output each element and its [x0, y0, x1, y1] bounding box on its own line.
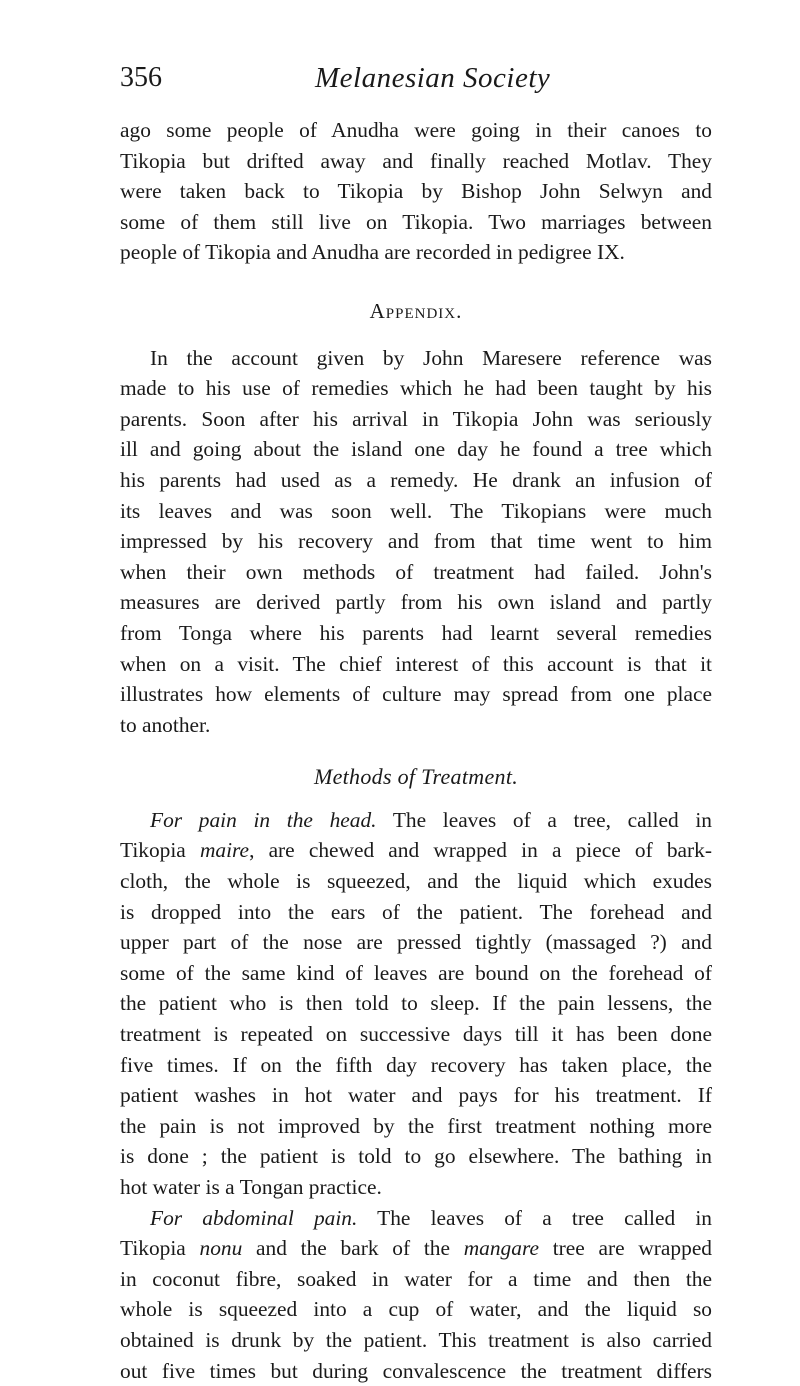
text-line: upper part of the nose are pressed tightly (massaged ?) and — [120, 930, 712, 955]
text-line: to another. — [120, 712, 211, 737]
text-line: Tikopia but drifted away and finally reached Motlav. They — [120, 148, 712, 173]
running-title: Melanesian Society — [315, 62, 551, 94]
text-line: some of the same kind of leaves are bound on the forehead of — [120, 960, 712, 985]
text-line: in coconut fibre, soaked in water for a time and then the — [120, 1266, 712, 1291]
text-span: tree are wrapped — [538, 1236, 713, 1261]
text-line: In the account given by John Maresere reference was — [150, 345, 712, 370]
text-line: when on a visit. The chief interest of this account is that it — [120, 651, 712, 676]
text-line: is dropped into the ears of the patient. The forehead and — [120, 899, 712, 924]
text-line: the pain is not improved by the first treatment nothing more — [120, 1113, 712, 1138]
text-line: is done ; the patient is told to go elsewhere. The bathing in — [120, 1144, 712, 1169]
native-term: mangare — [463, 1236, 539, 1261]
text-line: impressed by his recovery and from that time went to him — [120, 529, 712, 554]
page-number: 356 — [120, 62, 162, 93]
text-line: obtained is drunk by the patient. This treatment is also carried — [120, 1327, 712, 1352]
text-line: people of Tikopia and Anudha are recorded in pedigree IX. — [120, 240, 625, 265]
subsection-title: For pain in the head. — [150, 807, 377, 832]
text-span: , are chewed and wrapped in a piece of bark- — [249, 838, 712, 863]
text-span: and the bark of the — [242, 1236, 464, 1261]
native-term: maire — [199, 838, 250, 863]
text-line: patient washes in hot water and pays for his treatment. If — [120, 1083, 712, 1108]
text-line: hot water is a Tongan practice. — [120, 1175, 382, 1199]
text-line: measures are derived partly from his own island and partly — [120, 590, 712, 615]
text-line: from Tonga where his parents had learnt several remedies — [120, 620, 712, 645]
text-line: made to his use of remedies which he had been taught by his — [120, 376, 712, 401]
text-line: ago some people of Anudha were going in their canoes to — [120, 118, 712, 142]
text-line: out five times but during convalescence the treatment differs — [120, 1358, 712, 1383]
subsection-title: For abdominal pain. — [150, 1205, 358, 1230]
text-span: Tikopia — [120, 1236, 200, 1261]
text-line: the patient who is then told to sleep. If the pain lessens, the — [120, 991, 712, 1016]
text-line: whole is squeezed into a cup of water, and the liquid so — [120, 1297, 712, 1322]
text-line: five times. If on the fifth day recovery has taken place, the — [120, 1052, 712, 1077]
text-line: when their own methods of treatment had failed. John's — [120, 559, 712, 584]
text-line — [120, 835, 712, 866]
text-line — [120, 1233, 712, 1264]
text-line: some of them still live on Tikopia. Two marriages between — [120, 209, 712, 234]
running-head — [120, 62, 710, 102]
body-text — [120, 115, 712, 1386]
text-line — [120, 805, 712, 836]
text-span: Tikopia — [120, 838, 200, 863]
text-line: cloth, the whole is squeezed, and the liquid which exudes — [120, 869, 712, 894]
text-span: The leaves of a tree called in — [357, 1205, 712, 1230]
text-line: parents. Soon after his arrival in Tikopia John was seriously — [120, 406, 712, 431]
text-line — [120, 1203, 712, 1234]
text-line: treatment is repeated on successive days till it has been done — [120, 1022, 712, 1047]
text-line: its leaves and was soon well. The Tikopians were much — [120, 498, 712, 523]
native-term: nonu — [199, 1236, 243, 1261]
appendix-heading: Appendix. — [369, 298, 463, 323]
text-line: were taken back to Tikopia by Bishop John Selwyn and — [120, 179, 712, 204]
text-span: The leaves of a tree, called in — [376, 807, 712, 832]
text-line: ill and going about the island one day he found a tree which — [120, 437, 712, 462]
methods-heading: Methods of Treatment. — [313, 764, 519, 790]
text-line: his parents had used as a remedy. He drank an infusion of — [120, 467, 712, 492]
text-line: illustrates how elements of culture may spread from one place — [120, 682, 712, 707]
